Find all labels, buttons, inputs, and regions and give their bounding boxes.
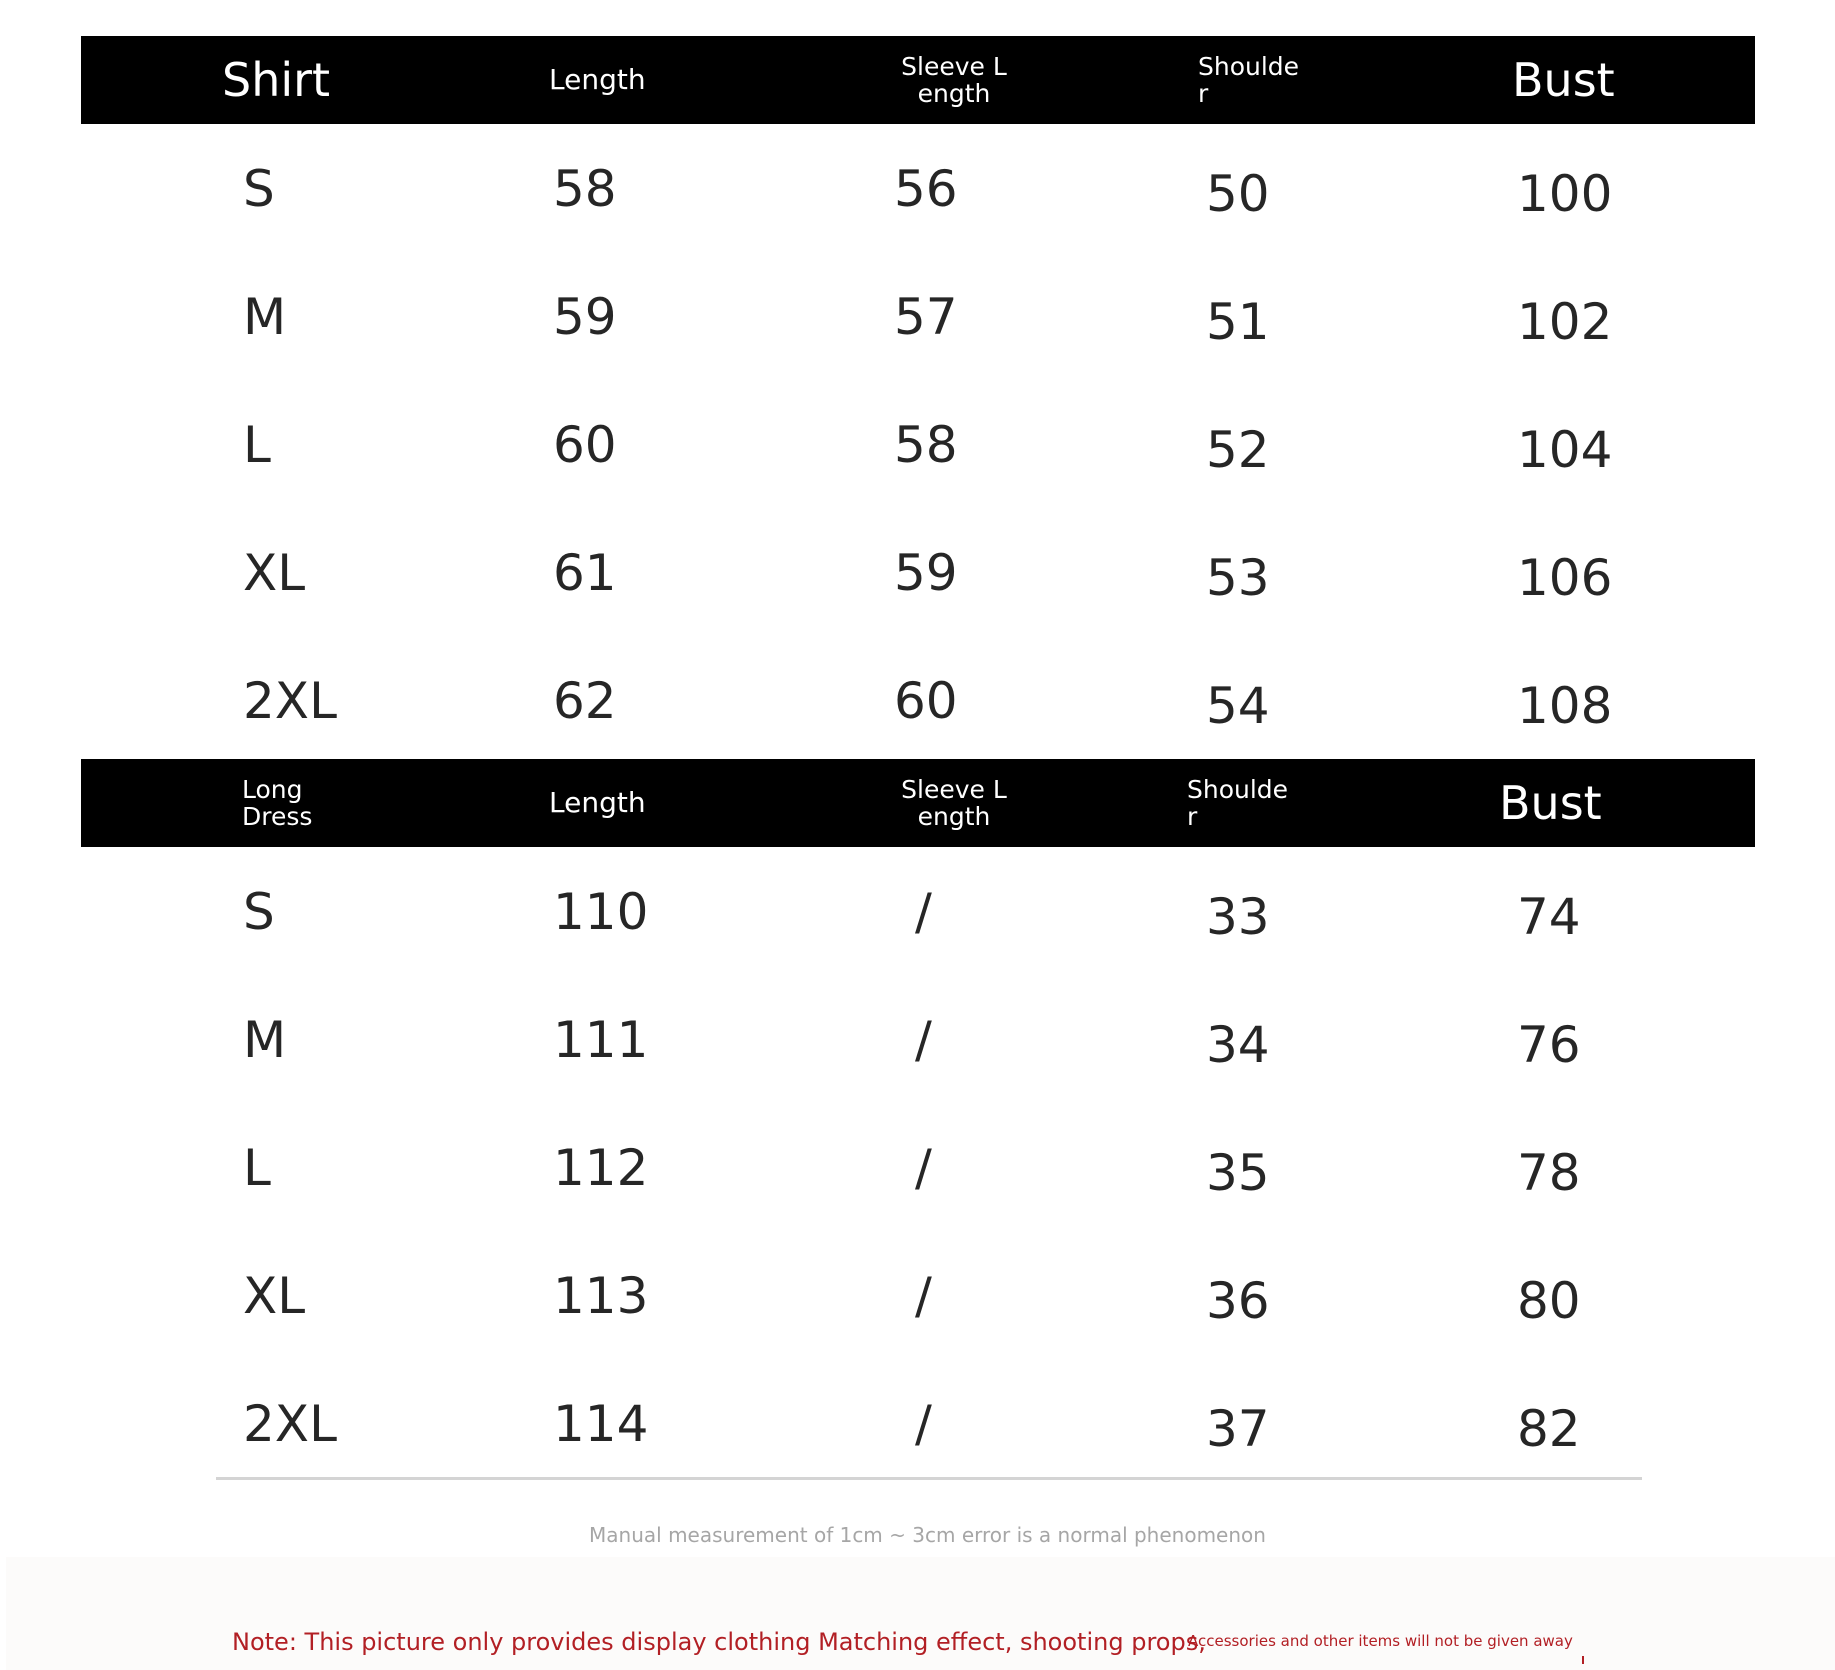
size-cell: M — [243, 288, 287, 346]
shoulder-cell: 50 — [1206, 165, 1270, 223]
table-row — [81, 380, 1755, 508]
shoulder-cell: 53 — [1206, 549, 1270, 607]
length-cell: 112 — [553, 1139, 649, 1197]
sleeve-length-cell: / — [915, 1267, 932, 1325]
size-cell: S — [243, 883, 275, 941]
shirt-header-row — [81, 36, 1755, 124]
table-row — [81, 1103, 1755, 1231]
bust-cell: 108 — [1517, 677, 1613, 735]
dress-header-row — [81, 759, 1755, 847]
sleeve-length-cell: 58 — [894, 416, 958, 474]
accessories-note: Accessories and other items will not be given away — [1188, 1632, 1573, 1650]
shoulder-cell: 54 — [1206, 677, 1270, 735]
shoulder-cell: 52 — [1206, 421, 1270, 479]
shirt-header-length: Length — [549, 62, 646, 96]
bust-cell: 106 — [1517, 549, 1613, 607]
table-row — [81, 252, 1755, 380]
size-cell: M — [243, 1011, 287, 1069]
size-cell: S — [243, 160, 275, 218]
dress-header-shoulder — [1187, 759, 1288, 847]
table-row — [81, 508, 1755, 636]
shoulder-cell: 33 — [1206, 888, 1270, 946]
shoulder-cell: 37 — [1206, 1400, 1270, 1458]
measurement-footnote: Manual measurement of 1cm ~ 3cm error is a normal phenomenon — [589, 1523, 1266, 1547]
bust-cell: 74 — [1517, 888, 1581, 946]
dress-header-size — [242, 759, 312, 847]
length-cell: 110 — [553, 883, 649, 941]
dress-header-sleeve-line2: ength — [917, 802, 991, 831]
shirt-header-shoulder-line1: Shoulde — [1198, 51, 1300, 81]
size-cell: XL — [243, 1267, 306, 1325]
shoulder-cell: 36 — [1206, 1272, 1270, 1330]
size-cell: L — [243, 416, 271, 474]
table-row — [81, 847, 1755, 975]
size-cell: L — [243, 1139, 271, 1197]
dress-header-size-line1: Long — [242, 774, 303, 804]
dress-header-size-line2: Dress — [242, 802, 313, 831]
dress-header-bust: Bust — [1499, 775, 1602, 830]
sleeve-length-cell: 59 — [894, 544, 958, 602]
bust-cell: 100 — [1517, 165, 1613, 223]
length-cell: 111 — [553, 1011, 649, 1069]
sleeve-length-cell: / — [915, 883, 932, 941]
sleeve-length-cell: 57 — [894, 288, 958, 346]
length-cell: 58 — [553, 160, 617, 218]
length-cell: 114 — [553, 1395, 649, 1453]
size-cell: 2XL — [243, 1395, 337, 1453]
dress-header-shoulder-line2: r — [1187, 802, 1198, 831]
shirt-header-shoulder — [1198, 36, 1299, 124]
table-row — [81, 124, 1755, 252]
length-cell: 61 — [553, 544, 617, 602]
bust-cell: 82 — [1517, 1400, 1581, 1458]
shoulder-cell: 51 — [1206, 293, 1270, 351]
shirt-header-bust: Bust — [1512, 52, 1615, 107]
sleeve-length-cell: 56 — [894, 160, 958, 218]
shirt-header-sleeve-line2: ength — [917, 79, 991, 108]
dress-header-sleeve-line1: Sleeve L — [901, 774, 1007, 804]
bust-cell: 102 — [1517, 293, 1613, 351]
note-tick-mark — [1582, 1656, 1584, 1664]
shirt-header-sleeve-length — [869, 36, 1039, 124]
length-cell: 62 — [553, 672, 617, 730]
display-note: Note: This picture only provides display clothing Matching effect, shooting props, — [232, 1628, 1206, 1656]
length-cell: 59 — [553, 288, 617, 346]
dress-header-length: Length — [549, 785, 646, 819]
shoulder-cell: 34 — [1206, 1016, 1270, 1074]
length-cell: 113 — [553, 1267, 649, 1325]
shoulder-cell: 35 — [1206, 1144, 1270, 1202]
table-row — [81, 1231, 1755, 1359]
dress-header-shoulder-line1: Shoulde — [1187, 774, 1289, 804]
table-row — [81, 1359, 1755, 1487]
divider — [216, 1477, 1642, 1480]
shirt-header-shoulder-line2: r — [1198, 79, 1209, 108]
sleeve-length-cell: / — [915, 1395, 932, 1453]
shirt-header-size: Shirt — [222, 52, 331, 107]
bust-cell: 80 — [1517, 1272, 1581, 1330]
shirt-header-sleeve-line1: Sleeve L — [901, 51, 1007, 81]
size-cell: XL — [243, 544, 306, 602]
long-dress-size-table — [81, 759, 1755, 1487]
table-row — [81, 975, 1755, 1103]
table-row — [81, 636, 1755, 764]
sleeve-length-cell: / — [915, 1139, 932, 1197]
length-cell: 60 — [553, 416, 617, 474]
sleeve-length-cell: / — [915, 1011, 932, 1069]
bust-cell: 78 — [1517, 1144, 1581, 1202]
shirt-size-table — [81, 36, 1755, 764]
dress-header-sleeve-length — [869, 759, 1039, 847]
bust-cell: 76 — [1517, 1016, 1581, 1074]
size-cell: 2XL — [243, 672, 337, 730]
sleeve-length-cell: 60 — [894, 672, 958, 730]
bust-cell: 104 — [1517, 421, 1613, 479]
